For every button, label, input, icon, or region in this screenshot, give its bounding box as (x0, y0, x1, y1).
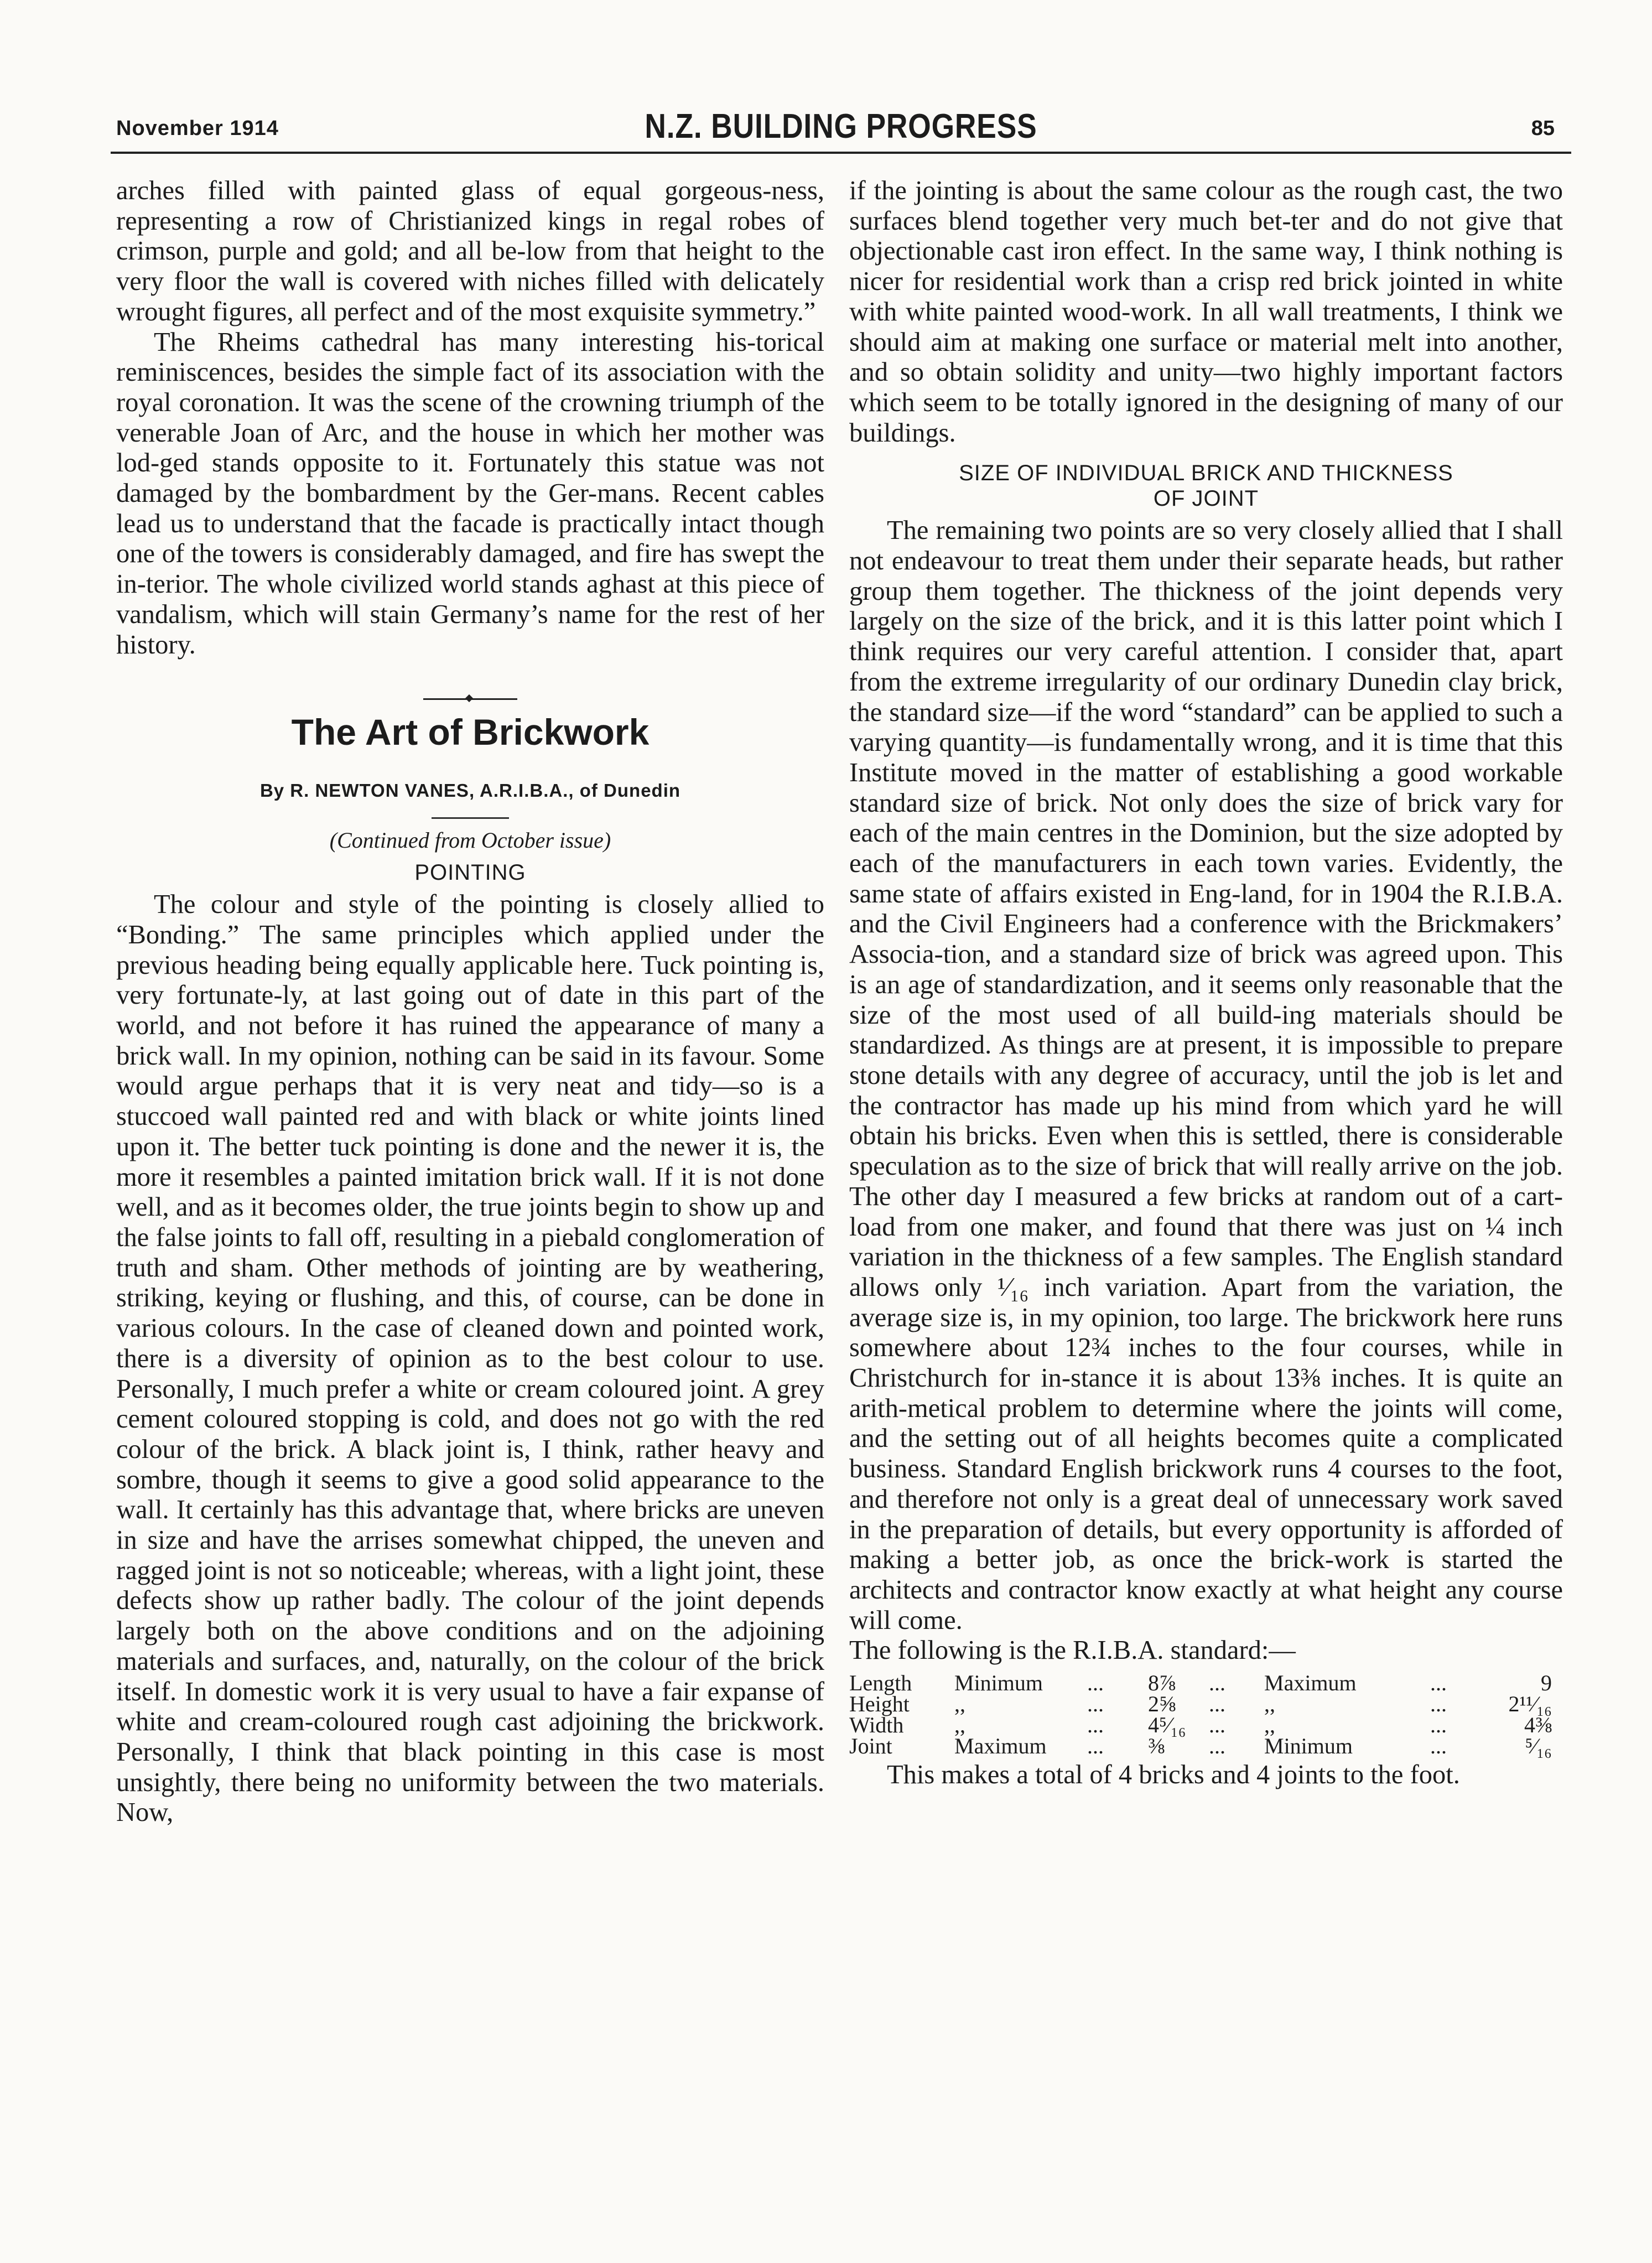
table-cell: Length (849, 1670, 912, 1696)
table-row (849, 1694, 1563, 1715)
table-cell: ⅜ (1148, 1733, 1165, 1759)
table-cell: ... (1209, 1670, 1225, 1696)
left-column (116, 176, 824, 1828)
continued-note: (Continued from October issue) (329, 828, 611, 853)
table-cell: ... (1209, 1712, 1225, 1738)
table-cell: ⁵⁄₁₆ (1525, 1733, 1552, 1759)
paragraph-total: This makes a total of 4 bricks and 4 joints to the foot. (887, 1760, 1460, 1790)
table-row (849, 1736, 1563, 1757)
header-rule (111, 152, 1571, 154)
table-cell: Minimum (954, 1670, 1043, 1696)
table-cell: Minimum (1264, 1733, 1353, 1759)
table-cell: ,, (1264, 1712, 1275, 1738)
table-cell: Height (849, 1691, 910, 1717)
table-cell: ,, (954, 1691, 965, 1717)
table-cell: Joint (849, 1733, 892, 1759)
table-cell: ... (1209, 1691, 1225, 1717)
table-cell: ,, (1264, 1691, 1275, 1717)
table-cell: Maximum (1264, 1670, 1357, 1696)
table-cell: ... (1087, 1691, 1104, 1717)
table-cell: 2¹¹⁄₁₆ (1508, 1691, 1552, 1717)
table-cell: ,, (954, 1712, 965, 1738)
article-title: The Art of Brickwork (291, 712, 650, 753)
byline-rule (432, 817, 509, 819)
right-column (849, 176, 1563, 1790)
article-byline: By R. NEWTON VANES, A.R.I.B.A., of Dunedin (259, 780, 681, 801)
table-cell: ... (1430, 1733, 1447, 1759)
section-heading-line-2: OF JOINT (1153, 486, 1259, 511)
standard-intro: The following is the R.I.B.A. standard:— (849, 1636, 1296, 1665)
table-cell: ... (1209, 1733, 1225, 1759)
table-cell: 4⁵⁄₁₆ (1148, 1712, 1186, 1738)
section-heading-brick-size (849, 460, 1563, 511)
table-cell: 4⅜ (1524, 1712, 1552, 1738)
paragraph-brick-size: The remaining two points are so very closely allied that I shall not endeavour to treat them under their separate heads, but rather group them together. The thickness of the joint depends very largely on the size of the brick, and it is this latter point which I think requires our very careful attention. I consider that, apart from the extreme irregularity of our ordinary Dunedin clay brick, the standard size—if the word “standard” can be applied to such a varying quantity—is fundamentally wrong, and it is time that this Institute moved in the matter of establishing a good workable standard size of brick. Not only does the size of brick vary for each of the main centres in the Dominion, but the size adopted by each of the manufacturers in each town varies. Evidently, the same state of affairs existed in Eng-land, for in 1904 the R.I.B.A. and the Civil Engineers had a conference with the Brickmakers’ Associa-tion, and a standard size of brick was agreed upon. This is an age of standardization, and it seems only reasonable that the size of the most used of all build-ing materials should be standardized. As things are at present, it is impossible to prepare stone details with any degree of accuracy, until the job is let and the contractor has made up his mind from which yard he will obtain his bricks. Even when this is settled, there is considerable speculation as to the size of brick that will really arrive on the job. The other day I measured a few bricks at random out of a cart-load from one maker, and found that there was just on ¼ inch variation in the thickness of a few samples. The English standard allows only ¹⁄₁₆ inch variation. Apart from the variation, the average size is, in my opinion, too large. The brickwork here runs somewhere about 12¾ inches to the four courses, while in Christchurch for in-stance it is about 13⅜ inches. It is quite an arith-metical problem to determine where the joints will come, and the setting out of all heights becomes quite a complicated business. Standard English brickwork runs 4 courses to the foot, and therefore not only is a great deal of unnecessary work saved in the preparation of details, but every opportunity is afforded of making a better job, as once the brick-work is started the architects and contractor know exactly at what height any course will come. (849, 516, 1563, 1635)
table-cell: ... (1087, 1670, 1104, 1696)
publication-title: N.Z. BUILDING PROGRESS (645, 107, 1037, 146)
paragraph-pointing: The colour and style of the pointing is closely allied to “Bonding.” The same principles which applied under the previous heading being equally applicable here. Tuck pointing is, very fortunate-ly, at last going out of date in this part of the world, and not before it has ruined the appearance of many a brick wall. In my opinion, nothing can be said in its favour. Some would argue perhaps that it is very neat and tidy—so is a stuccoed wall painted red and with black or white joints lined upon it. The better tuck pointing is done and the newer it is, the more it resembles a painted imitation brick wall. If it is not done well, and as it becomes older, the true joints begin to show up and the false joints to fall off, resulting in a piebald conglomeration of truth and sham. Other methods of jointing are by weathering, striking, keying or flushing, and this, of course, can be done in various colours. In the case of cleaned down and pointed work, there is a diversity of opinion as to the best colour to use. Personally, I much prefer a white or cream coloured joint. A grey cement coloured stopping is cold, and does not go with the red colour of the brick. A black joint is, I think, rather heavy and sombre, though it seems to give a good solid appearance to the wall. It certainly has this advantage that, where bricks are uneven in size and have the arrises somewhat chipped, the uneven and ragged joint is not so noticeable; whereas, with a light joint, these defects show up rather badly. The colour of the joint depends largely both on the above conditions and on the adjoining materials and surfaces, and, naturally, on the colour of the brick itself. In domestic work it is very usual to have a fair expanse of white and cream-coloured rough cast adjoining the brickwork. Personally, I think that black pointing in this case is most unsightly, there being no uniformity between the two materials. Now, (116, 890, 824, 1828)
table-cell: ... (1430, 1670, 1447, 1696)
table-cell: ... (1430, 1712, 1447, 1738)
riba-standard-table (849, 1670, 1563, 1759)
section-heading-pointing: POINTING (414, 860, 526, 885)
table-cell: 2⅝ (1148, 1691, 1176, 1717)
paragraph-jointing-colour: if the jointing is about the same colour as the rough cast, the two surfaces blend together very much bet-ter and do not give that objectionable cast iron effect. In the same way, I think nothing is nicer for residential work than a crisp red brick jointed in white with white painted wood-work. In all wall treatments, I think we should aim at making one surface or material melt into another, and so obtain solidity and unity—two highly important factors which seem to be totally ignored in the designing of many of our buildings. (849, 176, 1563, 448)
section-divider (116, 677, 824, 688)
section-heading-line-1: SIZE OF INDIVIDUAL BRICK AND THICKNESS (959, 461, 1453, 486)
table-cell: Width (849, 1712, 904, 1738)
table-cell: ... (1087, 1712, 1104, 1738)
paragraph-rheims-history: The Rheims cathedral has many interesting his-torical reminiscences, besides the simple fact of its association with the royal coronation. It was the scene of the crowning triumph of the venerable Joan of Arc, and the house in which her mother was lod-ged stands opposite to it. Fortunately this statue was not damaged by the bombardment by the Ger-mans. Recent cables lead us to understand that the facade is practically intact though one of the towers is considerably damaged, and fire has swept the in-terior. The whole civilized world stands aghast at this piece of vandalism, which will stain Germany’s name for the rest of her history. (116, 327, 824, 660)
table-cell: 8⅞ (1148, 1670, 1176, 1696)
table-cell: Maximum (954, 1733, 1047, 1759)
paragraph-rheims-description-end: arches filled with painted glass of equal gorgeous-ness, representing a row of Christianized kings in regal robes of crimson, purple and gold; and all be-low from that height to the very floor the wall is covered with niches filled with delicately wrought figures, all perfect and of the most exquisite symmetry.” (116, 176, 824, 326)
page-number: 85 (1531, 117, 1555, 140)
table-row (849, 1673, 1563, 1694)
table-cell: ... (1430, 1691, 1447, 1717)
issue-date: November 1914 (116, 117, 279, 140)
running-header (111, 103, 1571, 153)
table-cell: 9 (1541, 1670, 1552, 1696)
table-row (849, 1715, 1563, 1736)
table-cell: ... (1087, 1733, 1104, 1759)
